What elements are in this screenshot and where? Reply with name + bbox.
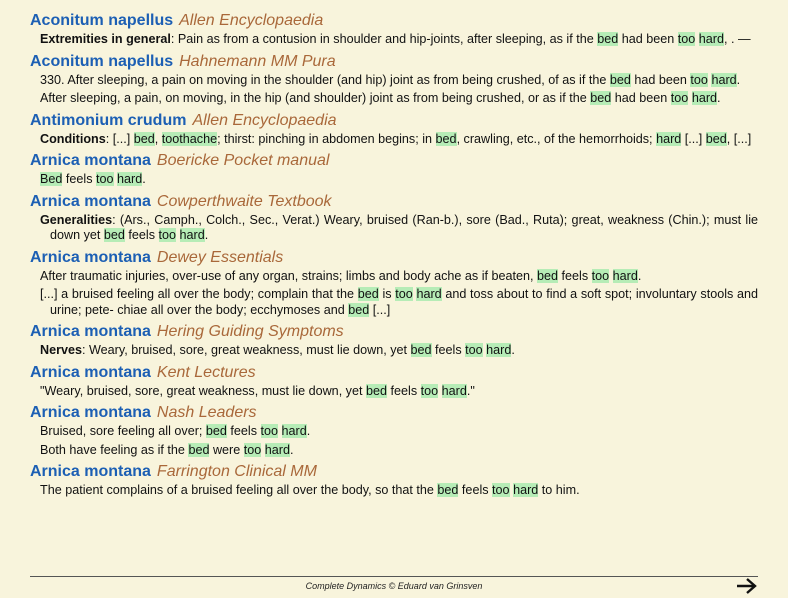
remedy-link[interactable]: Aconitum napellus bbox=[30, 12, 174, 29]
result-entry bbox=[30, 191, 758, 244]
result-entry bbox=[30, 247, 758, 319]
result-heading bbox=[30, 110, 758, 132]
paragraph-text: After traumatic injuries, over-use of any organ, strains; limbs and body ache as if beaten, bed feels too hard. bbox=[40, 268, 642, 283]
result-entry bbox=[30, 110, 758, 148]
result-text bbox=[40, 132, 758, 148]
search-highlight: bed bbox=[609, 72, 631, 87]
search-highlight: too bbox=[158, 228, 177, 242]
search-highlight: bed bbox=[348, 302, 370, 317]
search-highlight: too bbox=[243, 442, 262, 457]
search-highlight: bed bbox=[103, 228, 125, 242]
search-highlight: too bbox=[395, 287, 413, 301]
result-entry bbox=[30, 321, 758, 359]
search-highlight: hard bbox=[486, 343, 512, 357]
remedy-link[interactable]: Arnica montana bbox=[30, 248, 151, 266]
search-highlight: bed bbox=[437, 483, 459, 497]
remedy-link[interactable]: Arnica montana bbox=[30, 363, 151, 381]
result-text bbox=[40, 32, 758, 48]
paragraph-text: The patient complains of a bruised feeling all over the body, so that the bed feels too hard to him. bbox=[40, 483, 580, 497]
paragraph-text: : Pain as from a contusion in shoulder and hip-joints, after sleeping, as if the bed had been too hard, . — bbox=[170, 32, 751, 46]
search-highlight: bed bbox=[590, 91, 612, 105]
result-heading bbox=[30, 461, 758, 483]
result-text bbox=[40, 443, 758, 459]
book-link[interactable]: Hahnemann MM Pura bbox=[179, 52, 336, 70]
book-link[interactable]: Allen Encyclopaedia bbox=[179, 12, 324, 29]
section-label: Generalities bbox=[40, 212, 113, 227]
search-highlight: hard bbox=[656, 131, 682, 146]
paragraph-text: [...] a bruised feeling all over the body; complain that the bed is too hard and toss about to find a soft spot; involuntary stools and urine; pete- chiae all over the body; ecchymoses and bed [...] bbox=[40, 287, 759, 317]
footer-divider bbox=[30, 576, 758, 577]
paragraph-text: 330. After sleeping, a pain on moving in the shoulder (and hip) joint as from being crushed, of as if the bed had been too hard. bbox=[40, 72, 741, 87]
result-text bbox=[40, 483, 758, 499]
book-link[interactable]: Nash Leaders bbox=[156, 404, 257, 421]
paragraph-text: Both have feeling as if the bed were too hard. bbox=[40, 442, 294, 457]
search-highlight: bed bbox=[410, 343, 432, 357]
search-highlight: hard bbox=[513, 483, 539, 497]
book-link[interactable]: Hering Guiding Symptoms bbox=[156, 323, 344, 340]
result-text bbox=[40, 424, 758, 440]
paragraph-text: Bruised, sore feeling all over; bed feels too hard. bbox=[40, 424, 311, 438]
result-entry bbox=[30, 51, 758, 107]
search-highlight: hard bbox=[691, 91, 718, 105]
search-highlight: too bbox=[690, 72, 708, 87]
search-highlight: too bbox=[591, 268, 610, 283]
result-heading bbox=[30, 321, 758, 343]
result-text bbox=[40, 213, 758, 244]
result-heading bbox=[30, 150, 758, 172]
paragraph-text: After sleeping, a pain, on moving, in the hip (and shoulder) joint as from being crushed, or as if the bed had been too hard. bbox=[40, 91, 721, 105]
remedy-link[interactable]: Arnica montana bbox=[30, 463, 151, 480]
search-highlight: bed bbox=[205, 424, 227, 438]
search-highlight: hard bbox=[441, 383, 467, 398]
result-heading bbox=[30, 247, 758, 269]
result-entry bbox=[30, 461, 758, 499]
search-highlight: too bbox=[465, 343, 483, 357]
search-highlight: hard bbox=[117, 172, 143, 186]
book-link[interactable]: Dewey Essentials bbox=[156, 248, 284, 266]
search-highlight: too bbox=[260, 424, 279, 438]
section-label: Extremities in general bbox=[40, 32, 171, 46]
result-heading bbox=[30, 51, 758, 73]
result-entry bbox=[30, 150, 758, 188]
result-text bbox=[40, 287, 758, 318]
remedy-link[interactable]: Antimonium crudum bbox=[30, 111, 187, 129]
book-link[interactable]: Kent Lectures bbox=[156, 363, 256, 381]
section-label: Conditions bbox=[40, 131, 106, 146]
search-highlight: bed bbox=[537, 268, 559, 283]
search-highlight: too bbox=[492, 483, 510, 497]
search-highlight: bed bbox=[188, 442, 210, 457]
search-highlight: bed bbox=[705, 131, 727, 146]
footer-copyright: Complete Dynamics © Eduard van Grinsven bbox=[305, 581, 483, 591]
result-text bbox=[40, 91, 758, 107]
result-heading bbox=[30, 402, 758, 424]
search-highlight: too bbox=[670, 91, 689, 105]
paragraph-text: Bed feels too hard. bbox=[40, 172, 146, 186]
result-heading bbox=[30, 191, 758, 213]
book-link[interactable]: Farrington Clinical MM bbox=[156, 463, 317, 480]
search-highlight: bed bbox=[366, 383, 388, 398]
arrow-right-icon[interactable] bbox=[736, 577, 758, 595]
remedy-link[interactable]: Arnica montana bbox=[30, 323, 151, 340]
search-highlight: too bbox=[420, 383, 439, 398]
search-highlight: too bbox=[96, 172, 114, 186]
search-highlight: too bbox=[677, 32, 696, 46]
search-highlight: hard bbox=[179, 228, 205, 242]
result-text bbox=[40, 73, 758, 89]
result-entry bbox=[30, 362, 758, 400]
search-highlight: bed bbox=[133, 131, 155, 146]
section-label: Nerves bbox=[40, 343, 83, 357]
result-text bbox=[40, 269, 758, 285]
search-highlight: bed bbox=[357, 287, 379, 301]
search-highlight: Bed bbox=[40, 172, 63, 186]
book-link[interactable]: Allen Encyclopaedia bbox=[192, 111, 337, 129]
search-highlight: hard bbox=[612, 268, 638, 283]
remedy-link[interactable]: Arnica montana bbox=[30, 192, 151, 210]
book-link[interactable]: Cowperthwaite Textbook bbox=[156, 192, 332, 210]
book-link[interactable]: Boericke Pocket manual bbox=[156, 152, 330, 169]
search-highlight: bed bbox=[597, 32, 619, 46]
paragraph-text: : Weary, bruised, sore, great weakness, must lie down, yet bed feels too hard. bbox=[82, 343, 515, 357]
results-list bbox=[30, 10, 758, 502]
result-heading bbox=[30, 362, 758, 384]
search-highlight: hard bbox=[698, 32, 725, 46]
paragraph-text: : [...] bed, toothache; thirst: pinching in abdomen begins; in bed, crawling, etc., of the hemorrhoids; hard [...] bed, [...] bbox=[105, 131, 752, 146]
search-highlight: hard bbox=[281, 424, 307, 438]
search-highlight: hard bbox=[711, 72, 737, 87]
remedy-link[interactable]: Arnica montana bbox=[30, 404, 151, 421]
search-highlight: toothache bbox=[161, 131, 218, 146]
result-entry bbox=[30, 402, 758, 458]
remedy-link[interactable]: Aconitum napellus bbox=[30, 52, 174, 70]
result-entry bbox=[30, 10, 758, 48]
paragraph-text: "Weary, bruised, sore, great weakness, must lie down, yet bed feels too hard." bbox=[40, 383, 475, 398]
search-highlight: hard bbox=[264, 442, 290, 457]
result-text bbox=[40, 343, 758, 359]
search-highlight: bed bbox=[435, 131, 457, 146]
search-highlight: hard bbox=[416, 287, 442, 301]
remedy-link[interactable]: Arnica montana bbox=[30, 152, 151, 169]
result-text bbox=[40, 172, 758, 188]
result-text bbox=[40, 384, 758, 400]
paragraph-text: : (Ars., Camph., Colch., Sec., Verat.) Weary, bruised (Ran-b.), sore (Bad., Ruta); great, weakness (Chin.); must lie down yet bed feels too hard. bbox=[50, 212, 758, 242]
result-heading bbox=[30, 10, 758, 32]
